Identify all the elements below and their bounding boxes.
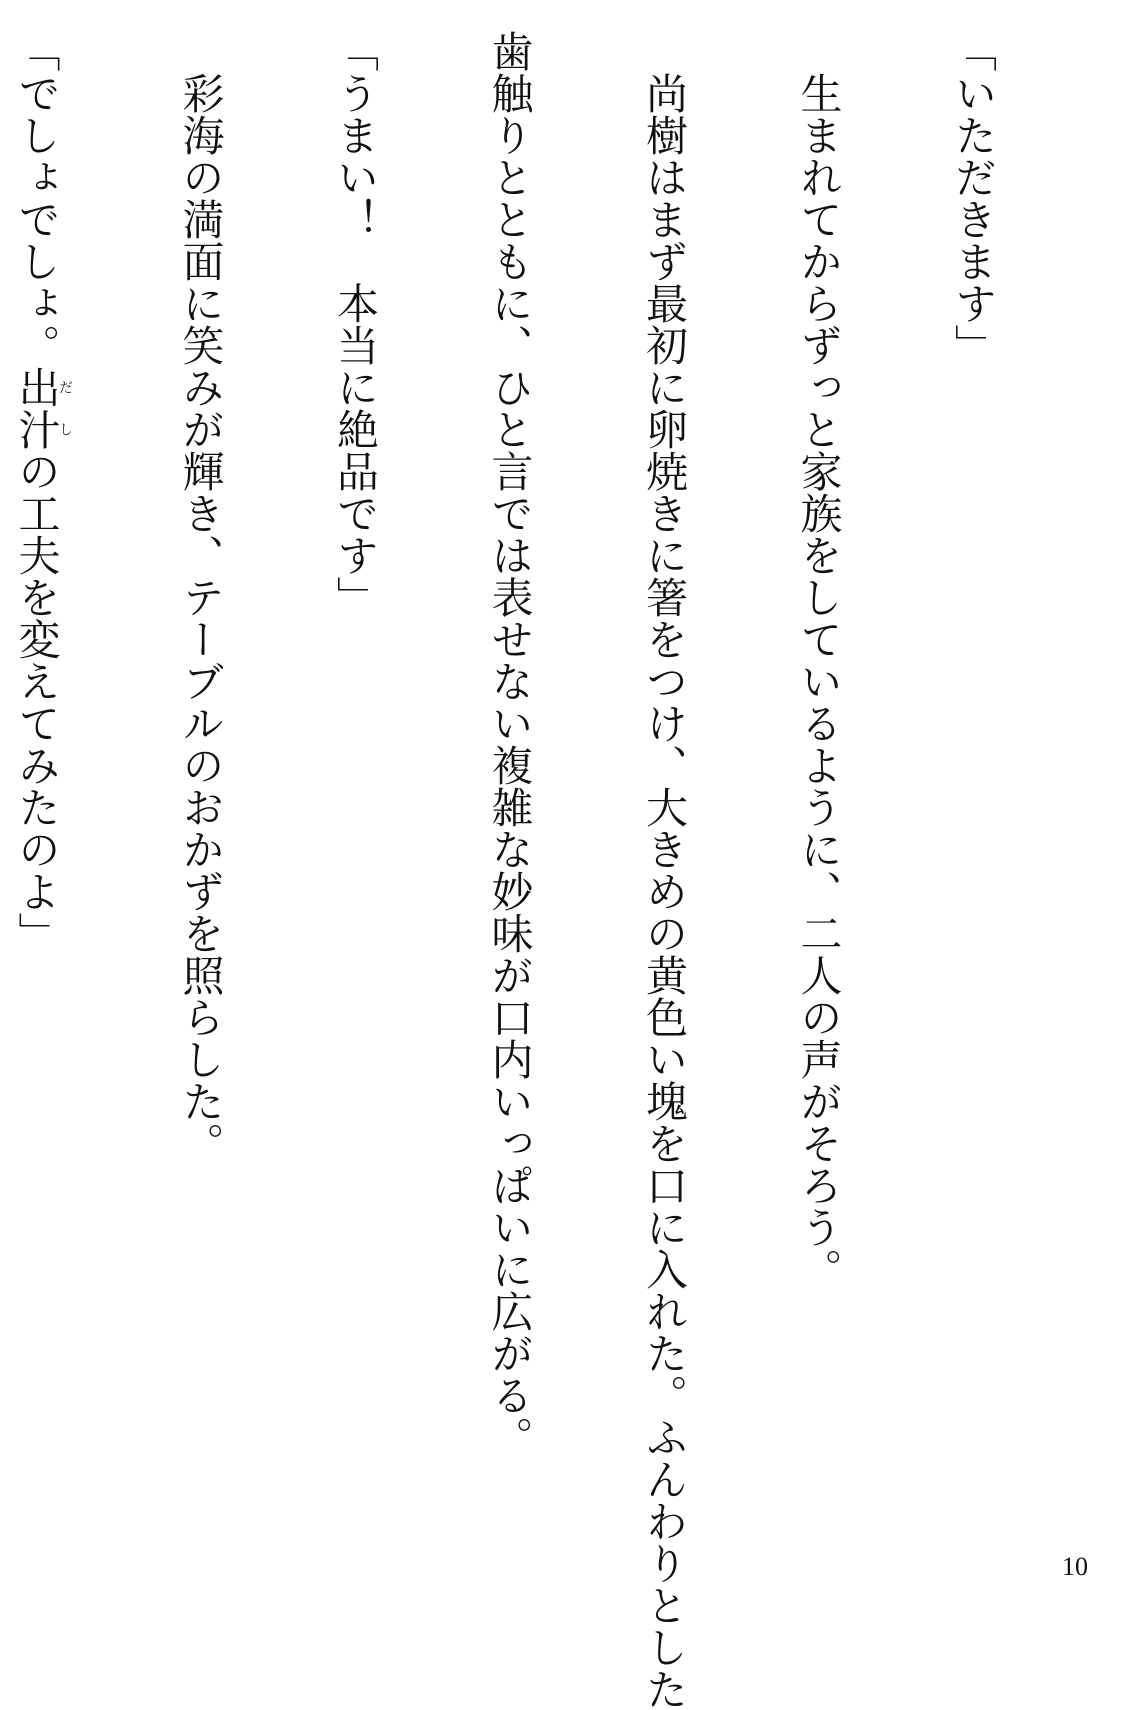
- text-line: 彩海の満面に笑みが輝き、テーブルのおかずを照らした。: [176, 30, 226, 1164]
- text-line: 「いただきます」: [949, 30, 998, 366]
- ruby-annotation: [12, 366, 73, 450]
- text-line: 生まれてからずっと家族をしているように、二人の声がそろう。: [794, 30, 844, 1290]
- text-line: 尚樹はまず最初に卵焼きに箸をつけ、大きめの黄色い塊を口に入れた。ふんわりとした: [640, 30, 689, 1710]
- text-line: 「うまい！ 本当に絶品です」: [331, 30, 380, 618]
- text-fragment: 「でしょでしょ。: [12, 30, 62, 366]
- text-line: 歯触りとともに、ひと言では表せない複雑な妙味が口内いっぱいに広がる。: [485, 30, 535, 1458]
- ruby-base: 出汁: [12, 366, 62, 450]
- page-number: 10: [1062, 1552, 1088, 1581]
- text-line-with-ruby: [11, 30, 72, 1520]
- text-fragment: の工夫を変えてみたのよ」: [12, 450, 62, 954]
- ruby-reading: だし: [57, 366, 73, 450]
